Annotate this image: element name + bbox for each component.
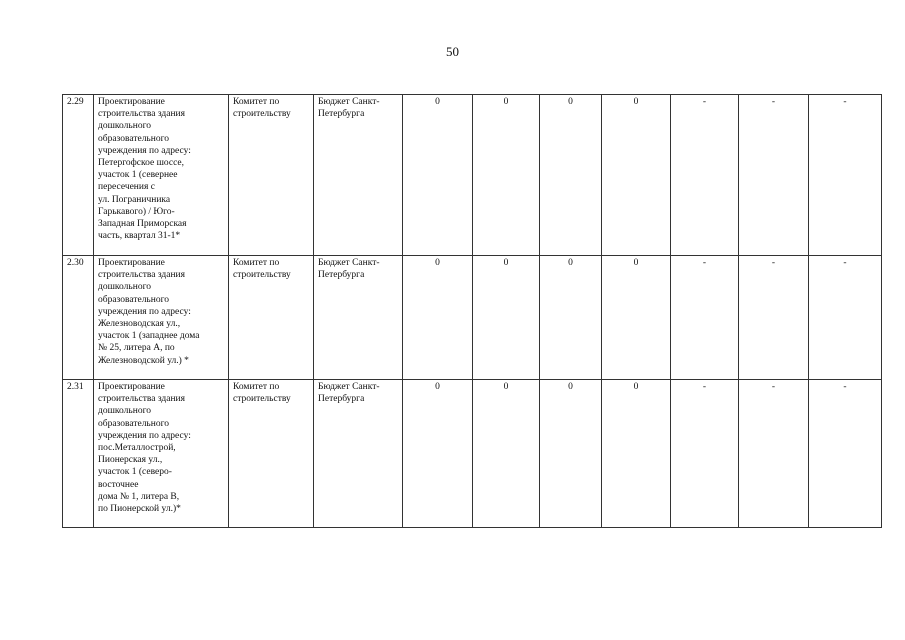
description-line: Западная Приморская — [98, 219, 187, 230]
funding-source: Бюджет Санкт-Петербурга — [314, 256, 403, 380]
value-cell: 0 — [403, 380, 473, 528]
description-line: дошкольного — [98, 406, 151, 417]
row-description — [94, 256, 229, 380]
dash-cell: - — [739, 95, 809, 256]
description-line: ул. Пограничника — [98, 194, 171, 205]
value-cell: 0 — [403, 95, 473, 256]
description-line: Гарькавого) / Юго- — [98, 206, 175, 217]
value-cell: 0 — [540, 380, 602, 528]
description-line: участок 1 (северо- — [98, 467, 172, 478]
dash-cell: - — [739, 256, 809, 380]
description-line: Проектирование — [98, 258, 165, 268]
row-number: 2.31 — [63, 380, 94, 528]
funding-source: Бюджет Санкт-Петербурга — [314, 380, 403, 528]
funding-source: Бюджет Санкт-Петербурга — [314, 95, 403, 256]
description-line: восточнее — [98, 479, 139, 490]
description-line: дошкольного — [98, 121, 151, 132]
row-number: 2.30 — [63, 256, 94, 380]
row-number: 2.29 — [63, 95, 94, 256]
description-line: учреждения по адресу: — [98, 430, 191, 441]
row-description — [94, 380, 229, 528]
dash-cell: - — [671, 95, 739, 256]
description-line: часть, квартал 31-1* — [98, 231, 181, 242]
value-cell: 0 — [473, 380, 540, 528]
description-line: строительства здания — [98, 394, 185, 405]
responsible-organization: Комитет по строительству — [229, 95, 314, 256]
description-line: № 25, литера А, по — [98, 343, 175, 354]
row-description — [94, 95, 229, 256]
table-row — [63, 95, 882, 256]
description-line: пересечения с — [98, 182, 155, 193]
description-line: образовательного — [98, 418, 170, 429]
dash-cell: - — [809, 256, 882, 380]
description-line: строительства здания — [98, 109, 185, 120]
program-table — [62, 94, 882, 528]
description-line: Петергофское шоссе, — [98, 158, 185, 169]
description-line: учреждения по адресу: — [98, 306, 191, 317]
responsible-organization: Комитет по строительству — [229, 380, 314, 528]
dash-cell: - — [809, 95, 882, 256]
description-line: Железноводской ул.) * — [98, 355, 189, 366]
dash-cell: - — [671, 256, 739, 380]
responsible-organization: Комитет по строительству — [229, 256, 314, 380]
page-number: 50 — [446, 44, 459, 59]
dash-cell: - — [809, 380, 882, 528]
value-cell: 0 — [540, 95, 602, 256]
value-cell: 0 — [602, 256, 671, 380]
description-line: пос.Металлострой, — [98, 443, 176, 454]
description-line: Проектирование — [98, 382, 165, 392]
value-cell: 0 — [540, 256, 602, 380]
description-line: Пионерская ул., — [98, 455, 163, 466]
dash-cell: - — [671, 380, 739, 528]
description-line: образовательного — [98, 294, 170, 305]
value-cell: 0 — [473, 95, 540, 256]
dash-cell: - — [739, 380, 809, 528]
description-line: дома № 1, литера В, — [98, 491, 180, 502]
description-line: образовательного — [98, 133, 170, 144]
description-line: учреждения по адресу: — [98, 145, 191, 156]
description-line: строительства здания — [98, 270, 185, 281]
value-cell: 0 — [403, 256, 473, 380]
table-row — [63, 256, 882, 380]
description-line: участок 1 (западнее дома — [98, 331, 200, 342]
description-line: дошкольного — [98, 282, 151, 293]
table-row — [63, 380, 882, 528]
description-line: по Пионерской ул.)* — [98, 504, 181, 515]
description-line: Железноводская ул., — [98, 319, 181, 330]
description-line: Проектирование — [98, 97, 165, 107]
value-cell: 0 — [602, 380, 671, 528]
value-cell: 0 — [473, 256, 540, 380]
description-line: участок 1 (севернее — [98, 170, 178, 181]
value-cell: 0 — [602, 95, 671, 256]
